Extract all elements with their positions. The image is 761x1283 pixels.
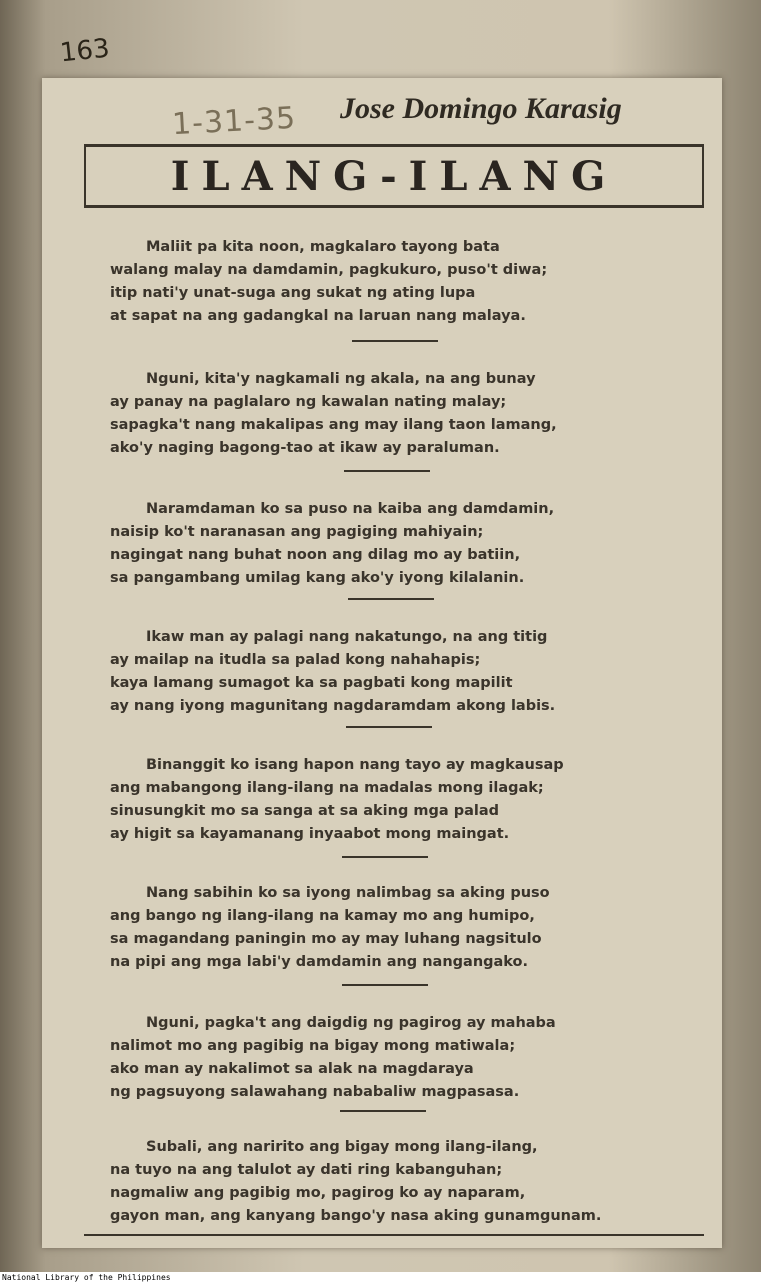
poem-line: sapagka't nang makalipas ang may ilang taon lamang, — [110, 417, 557, 433]
stanza-3 — [110, 498, 630, 590]
handwritten-date: 1-31-35 — [171, 100, 297, 143]
poem-line: Maliit pa kita noon, magkalaro tayong bata — [146, 239, 500, 255]
poem-line: naisip ko't naranasan ang pagiging mahiyain; — [110, 524, 484, 540]
stanza-5 — [110, 754, 630, 846]
poem-line: Nguni, pagka't ang daigdig ng pagirog ay mahaba — [146, 1015, 556, 1031]
poem-line: Nguni, kita'y nagkamali ng akala, na ang bunay — [146, 371, 536, 387]
poem-line: Ikaw man ay palagi nang nakatungo, na ang titig — [146, 629, 548, 645]
stanza-6 — [110, 882, 630, 974]
footer-bar — [0, 1272, 761, 1283]
poem-line: ako'y naging bagong-tao at ikaw ay paraluman. — [110, 440, 500, 456]
poem-line: itip nati'y unat-suga ang sukat ng ating lupa — [110, 285, 476, 301]
title-box — [84, 144, 704, 208]
poem-line: ang bango ng ilang-ilang na kamay mo ang humipo, — [110, 908, 535, 924]
poem-line: nagingat nang buhat noon ang dilag mo ay batiin, — [110, 547, 521, 563]
stanza-8 — [110, 1136, 630, 1228]
poem-line: na pipi ang mga labi'y damdamin ang nangangako. — [110, 954, 529, 970]
poem-line: ay panay na paglalaro ng kawalan nating malay; — [110, 394, 507, 410]
poem-line: Binanggit ko isang hapon nang tayo ay magkausap — [146, 757, 564, 773]
stanza-divider — [340, 1110, 426, 1112]
poem-line: ay nang iyong magunitang nagdaramdam akong labis. — [110, 698, 556, 714]
stanza-divider — [344, 470, 430, 472]
poem-line: ng pagsuyong salawahang nababaliw magpasasa. — [110, 1084, 520, 1100]
stanza-divider — [342, 856, 428, 858]
stanza-divider — [342, 984, 428, 986]
poem-line: sa magandang paningin mo ay may luhang nagsitulo — [110, 931, 542, 947]
poem-line: Subali, ang naririto ang bigay mong ilang-ilang, — [146, 1139, 538, 1155]
poem-line: Nang sabihin ko sa iyong nalimbag sa aking puso — [146, 885, 550, 901]
poem-line: nalimot mo ang pagibig na bigay mong matiwala; — [110, 1038, 516, 1054]
handwritten-page-number: 163 — [58, 33, 112, 69]
poem-line: ay higit sa kayamanang inyaabot mong maingat. — [110, 826, 510, 842]
poem-line: sinusungkit mo sa sanga at sa aking mga palad — [110, 803, 500, 819]
poem-line: ang mabangong ilang-ilang na madalas mong ilagak; — [110, 780, 544, 796]
poem-line: ay mailap na itudla sa palad kong nahahapis; — [110, 652, 481, 668]
stanza-divider — [348, 598, 434, 600]
stanza-7 — [110, 1012, 630, 1104]
poem-line: at sapat na ang gadangkal na laruan nang malaya. — [110, 308, 526, 324]
stanza-divider — [352, 340, 438, 342]
poem-title: ILANG-ILANG — [170, 152, 618, 200]
poem-line: gayon man, ang kanyang bango'y nasa aking gunamgunam. — [110, 1208, 602, 1224]
poem-line: nagmaliw ang pagibig mo, pagirog ko ay naparam, — [110, 1185, 526, 1201]
poem-line: walang malay na damdamin, pagkukuro, puso't diwa; — [110, 262, 548, 278]
stanza-1 — [110, 236, 630, 328]
footer-credit: National Library of the Philippines — [2, 1273, 171, 1282]
bottom-rule — [84, 1234, 704, 1236]
stanza-4 — [110, 626, 630, 718]
stanza-2 — [110, 368, 630, 460]
poem-line: Naramdaman ko sa puso na kaiba ang damdamin, — [146, 501, 555, 517]
author-name: Jose Domingo Karasig — [340, 92, 622, 125]
stanza-divider — [346, 726, 432, 728]
poem-line: ako man ay nakalimot sa alak na magdaraya — [110, 1061, 474, 1077]
poem-line: sa pangambang umilag kang ako'y iyong kilalanin. — [110, 570, 525, 586]
poem-line: kaya lamang sumagot ka sa pagbati kong mapilit — [110, 675, 513, 691]
poem-line: na tuyo na ang talulot ay dati ring kabanguhan; — [110, 1162, 503, 1178]
